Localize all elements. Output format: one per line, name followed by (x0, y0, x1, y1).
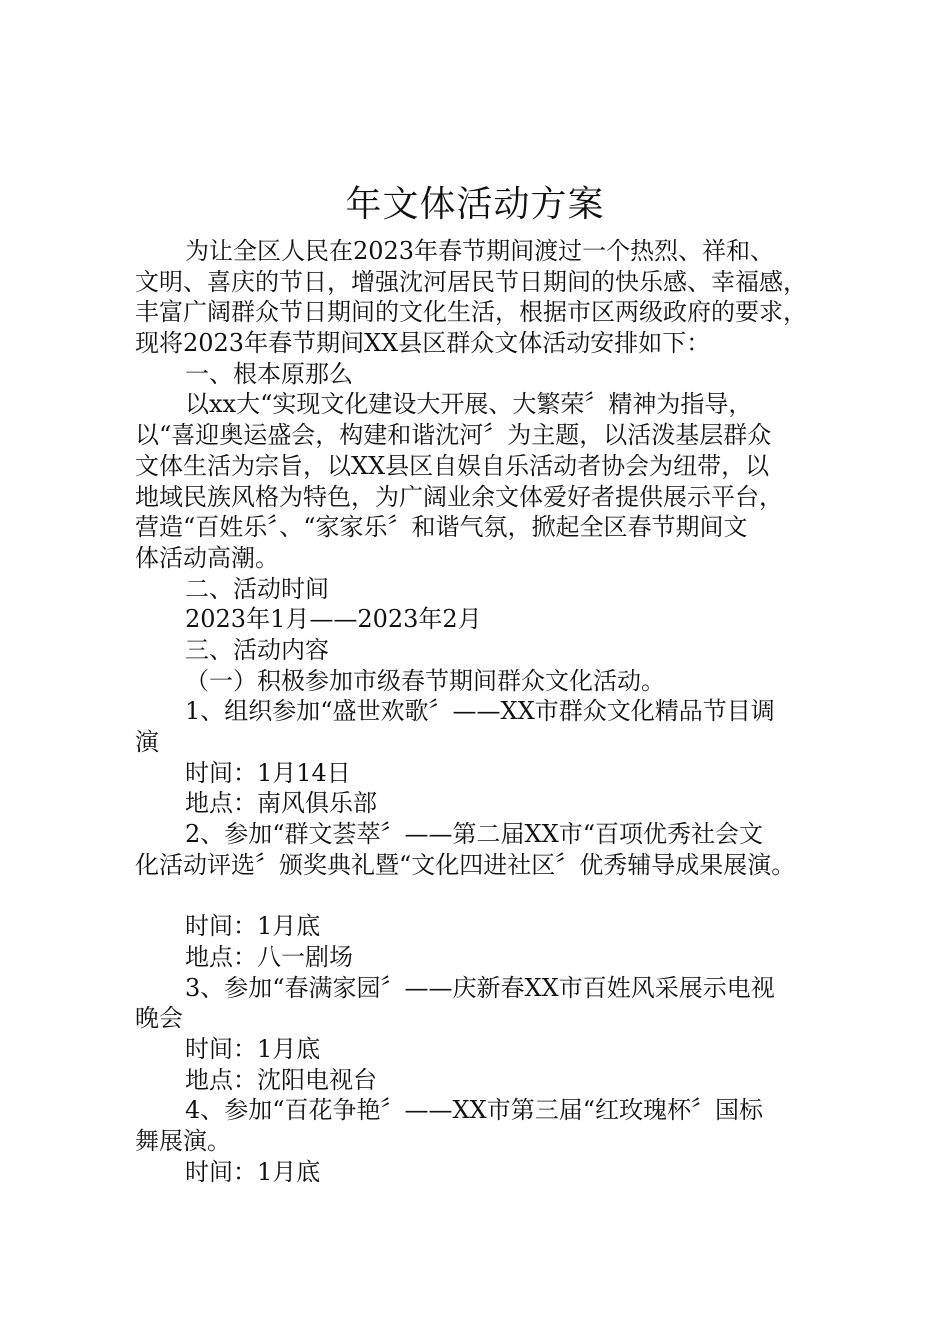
paragraph-line: 一、根本原那么 (185, 359, 353, 388)
paragraph-line: 4、参加“百花争艳〞——XX市第三届“红玫瑰杯〞国标 (185, 1096, 763, 1125)
paragraph-line: 文体生活为宗旨，以XX县区自娱自乐活动者协会为纽带，以 (135, 451, 770, 480)
blank-line (135, 880, 835, 911)
paragraph-line: 以xx大“实现文化建设大开展、大繁荣〞精神为指导， (185, 390, 753, 419)
paragraph-line: 以“喜迎奥运盛会，构建和谐沈河〞为主题，以活泼基层群众 (135, 421, 772, 450)
paragraph-line: 晚会 (135, 1004, 183, 1033)
paragraph-line: 1、组织参加“盛世欢歌〞——XX市群众文化精品节目调 (185, 697, 775, 726)
paragraph-line: （一）积极参加市级春节期间群众文化活动。 (185, 666, 665, 695)
paragraph-line: 时间：1月14日 (185, 758, 351, 787)
paragraph-line: 3、参加“春满家园〞——庆新春XX市百姓风采展示电视 (185, 973, 775, 1002)
paragraph-line: 体活动高潮。 (135, 543, 279, 572)
paragraph-line: 三、活动内容 (185, 635, 329, 664)
paragraph-line: 时间：1月底 (185, 1034, 321, 1063)
paragraph-line: 地点：八一剧场 (185, 942, 353, 971)
paragraph-line: 文明、喜庆的节日，增强沈河居民节日期间的快乐感、幸福感， (135, 267, 807, 296)
paragraph-line: 2023年1月——2023年2月 (185, 605, 482, 634)
paragraph-line: 2、参加“群文荟萃〞——第二届XX市“百项优秀社会文 (185, 820, 763, 849)
paragraph-line: 时间：1月底 (185, 1157, 321, 1186)
paragraph-line: 二、活动时间 (185, 574, 329, 603)
paragraph-line: 演 (135, 728, 159, 756)
paragraph-line: 地点：沈阳电视台 (185, 1065, 377, 1094)
paragraph-line: 营造“百姓乐〞、“家家乐〞和谐气氛，掀起全区春节期间文 (135, 513, 748, 542)
paragraph-line: 时间：1月底 (185, 912, 321, 941)
paragraph-line: 为让全区人民在2023年春节期间渡过一个热烈、祥和、 (185, 237, 775, 265)
page-title: 年文体活动方案 (345, 184, 605, 225)
paragraph-line: 现将2023年春节期间XX县区群众文体活动安排如下： (135, 329, 711, 358)
paragraph-line: 化活动评选〞颁奖典礼暨“文化四进社区〞优秀辅导成果展演。 (135, 850, 796, 879)
paragraph-line: 舞展演。 (135, 1126, 231, 1155)
paragraph-line: 丰富广阔群众节日期间的文化生活，根据市区两级政府的要求， (135, 298, 807, 327)
paragraph-line: 地域民族风格为特色，为广阔业余文体爱好者提供展示平台， (135, 482, 783, 511)
document-body (135, 236, 835, 1187)
paragraph-line: 地点：南风俱乐部 (185, 789, 377, 818)
